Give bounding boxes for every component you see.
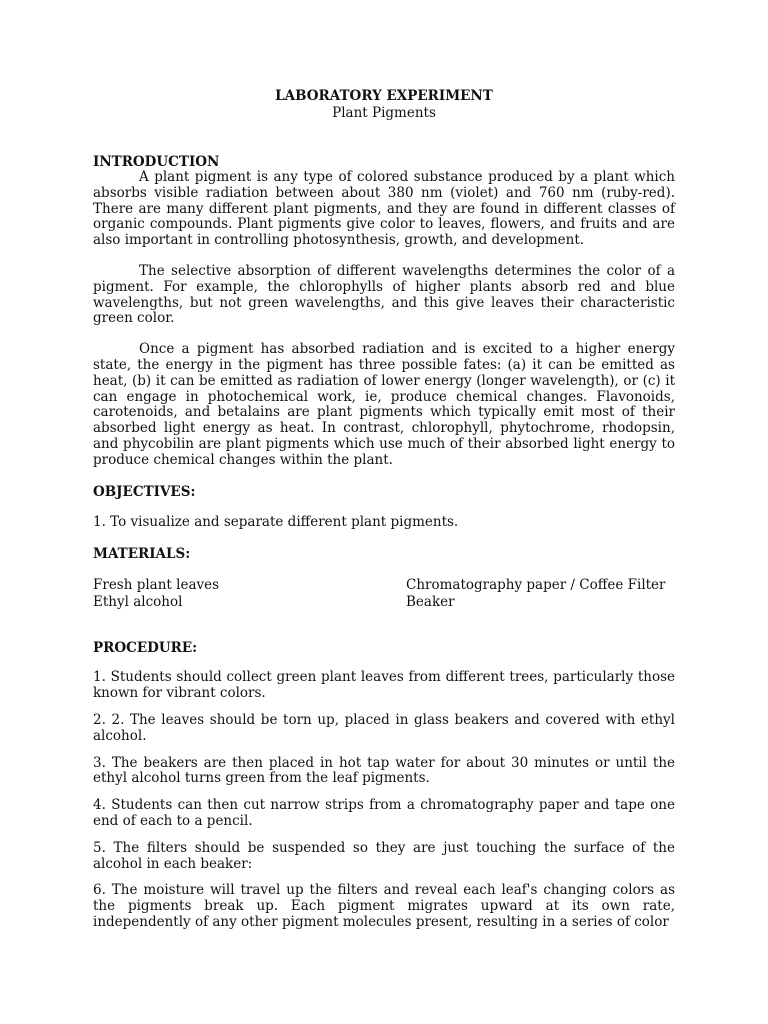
materials-list — [93, 577, 675, 610]
procedure-heading: PROCEDURE: — [93, 640, 198, 657]
intro-paragraph-1: A plant pigment is any type of colored substance produced by a plant which absorbs visible radiation between about 380 nm (violet) and 760 nm (ruby-red). There are many different plant pigments, and they are found in different classes of organic compounds. Plant pigments give color to leaves, flowers, and fruits and are also important in controlling photosynthesis, growth, and development. — [93, 169, 675, 249]
page-subtitle: Plant Pigments — [332, 105, 436, 121]
objective-item: 1. To visualize and separate different plant pigments. — [93, 513, 459, 530]
procedure-section — [93, 640, 675, 930]
materials-heading: MATERIALS: — [93, 546, 191, 563]
material-item: Ethyl alcohol — [93, 593, 183, 610]
procedure-step-5: 5. The filters should be suspended so they are just touching the surface of the alcohol in each beaker: — [93, 839, 675, 872]
material-item: Beaker — [406, 593, 455, 610]
procedure-step-2: 2. 2. The leaves should be torn up, placed in glass beakers and covered with ethyl alcohol. — [93, 711, 675, 744]
procedure-step-4: 4. Students can then cut narrow strips from a chromatography paper and tape one end of each to a pencil. — [93, 797, 675, 829]
materials-section — [93, 546, 675, 610]
page-title: LABORATORY EXPERIMENT — [275, 88, 493, 104]
procedure-step-3: 3. The beakers are then placed in hot tap water for about 30 minutes or until the ethyl alcohol turns green from the leaf pigments. — [93, 754, 675, 787]
objectives-heading: OBJECTIVES: — [93, 483, 196, 500]
objectives-section — [93, 484, 675, 531]
intro-paragraph-2: The selective absorption of different wavelengths determines the color of a pigment. For example, the chlorophylls of higher plants absorb red and blue wavelengths, but not green wavelengths, and this give leaves their characteristic green color. — [93, 262, 675, 327]
introduction-section — [93, 154, 675, 469]
material-item: Fresh plant leaves — [93, 577, 220, 594]
procedure-step-1: 1. Students should collect green plant leaves from different trees, particularly those known for vibrant colors. — [93, 669, 675, 702]
material-item: Chromatography paper / Coffee Filter — [406, 577, 666, 594]
introduction-heading: INTRODUCTION — [93, 154, 220, 170]
procedure-step-6: 6. The moisture will travel up the filters and reveal each leaf's changing colors as the pigments break up. Each pigment migrates upward at its own rate, independently of any other pigment molecules present, resulting in a series of color — [93, 882, 675, 930]
intro-paragraph-3: Once a pigment has absorbed radiation and is excited to a higher energy state, the energy in the pigment has three possible fates: (a) it can be emitted as heat, (b) it can be emitted as radiation of lower energy (longer wavelength), or (c) it can engage in photochemical work, ie, produce chemical changes. Flavonoids, carotenoids, and betalains are plant pigments which typically emit most of their absorbed light energy as heat. In contrast, chlorophyll, phytochrome, rhodopsin, and phycobilin are plant pigments which use much of their absorbed light energy to produce chemical changes within the plant. — [93, 341, 675, 468]
